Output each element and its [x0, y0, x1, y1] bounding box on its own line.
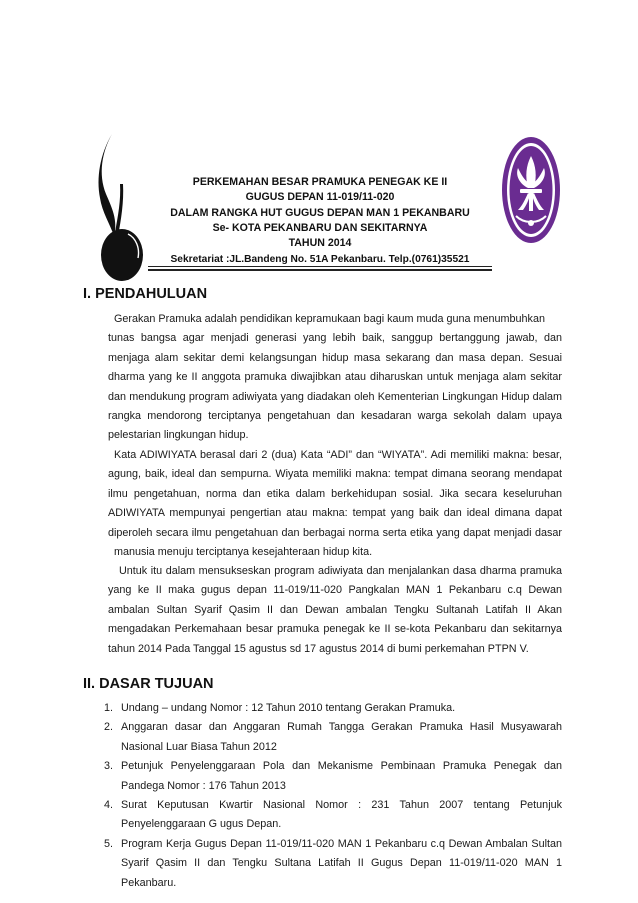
- text-line: dan mendukung program adiwiyata yang diadakan oleh Kementerian Lingkungan Hidup dalam: [108, 390, 562, 403]
- text-line: Untuk itu dalam mensukseskan program adiwiyata dan menjalankan dasa dharma pramuka: [119, 565, 562, 577]
- text-line: tunas bangsa agar menjadi generasi yang lebih baik, sanggup bertanggung jawab, dan: [108, 332, 562, 345]
- header-line: DALAM RANGKA HUT GUGUS DEPAN MAN 1 PEKANBARU: [170, 206, 470, 219]
- text-line: Syarif Qasim II dan Tengku Sultana Latifah II Gugus Depan 11-019/11-020 MAN 1: [121, 857, 562, 870]
- section-title-dasar-tujuan: II. DASAR TUJUAN: [83, 676, 214, 692]
- secretariat-address: Sekretariat :JL.Bandeng No. 51A Pekanbaru. Telp.(0761)35521: [170, 254, 470, 266]
- text-line: Petunjuk Penyelenggaraan Pola dan Mekanisme Pembinaan Pramuka Penegak dan: [121, 760, 562, 773]
- list-number: 3.: [104, 760, 114, 773]
- text-line: Nasional Luar Biasa Tahun 2012: [121, 740, 277, 753]
- paragraph-pendahuluan-2: [108, 446, 562, 562]
- world-scout-emblem-icon: [500, 134, 562, 246]
- text-line: yang ke II maka gugus depan 11-019/11-020 Pangkalan MAN 1 Pekanbaru c.q Dewan: [108, 584, 562, 597]
- header-line: PERKEMAHAN BESAR PRAMUKA PENEGAK KE II: [192, 176, 448, 188]
- text-line: ilmu pengetahuan, norma dan etika dalam berkehidupan sosial. Jika secara keseluruhan: [108, 487, 562, 500]
- list-number: 2.: [104, 721, 114, 734]
- letterhead: [148, 175, 492, 268]
- text-line: Program Kerja Gugus Depan 11-019/11-020 MAN 1 Pekanbaru c.q Dewan Ambalan Sultan: [121, 837, 562, 850]
- paragraph-pendahuluan-3: [108, 562, 562, 659]
- text-line: ADIWIYATA mempunyai pengertian atau makna: tempat yang baik dan ideal dimana dapat: [108, 507, 562, 520]
- text-line: diperoleh secara ilmu pengetahuan dan berbagai norma serta etika yang dapat menjadi dasar: [108, 526, 562, 539]
- text-line: Pekanbaru.: [121, 876, 177, 889]
- header-rule-thin: [148, 266, 492, 267]
- list-number: 5.: [104, 837, 114, 850]
- section-title-pendahuluan: I. PENDAHULUAN: [83, 286, 208, 302]
- list-item: [104, 835, 562, 893]
- dasar-tujuan-list: [104, 699, 562, 893]
- list-item: [104, 796, 562, 835]
- text-line: dharma yang ke II anggota pramuka diwajibkan atau diharuskan untuk menjaga alam sekitar: [108, 371, 562, 384]
- text-line: Penyelenggaraan G ugus Depan.: [121, 818, 282, 831]
- text-line: Surat Keputusan Kwartir Nasional Nomor : 231 Tahun 2007 tentang Petunjuk: [121, 798, 562, 811]
- text-line: ambalan Sultan Syarif Qasim II dan Dewan ambalan Tengku Sultanah Latifah II Akan: [108, 603, 562, 616]
- list-item: [104, 718, 562, 757]
- paragraph-pendahuluan-1: [108, 310, 562, 446]
- text-line: rangka mendorong terciptanya pengetahuan dan kesadaran warga sekolah dalam upaya: [108, 409, 562, 422]
- list-number: 4.: [104, 798, 114, 811]
- header-rule-thick: [148, 269, 492, 271]
- text-line: Gerakan Pramuka adalah pendidikan kepramukaan bagi kaum muda guna menumbuhkan: [114, 313, 545, 325]
- text-line: tahun 2014 Pada Tanggal 15 agustus sd 17 agustus 2014 di bumi perkemahan PTPN V.: [108, 642, 529, 655]
- text-line: agung, baik, ideal dan sempurna. Wiyata memiliki makna: tempat dimana seorang mendapat: [108, 468, 562, 481]
- list-item: [104, 699, 562, 718]
- list-number: 1.: [104, 702, 114, 714]
- header-line: GUGUS DEPAN 11-019/11-020: [245, 191, 395, 204]
- text-line: pelestarian lingkungan hidup.: [108, 429, 249, 442]
- tunas-kelapa-logo-icon: [88, 128, 148, 288]
- header-line: TAHUN 2014: [288, 237, 352, 250]
- text-line: mengadakan Perkemahaan besar pramuka penegak ke II se-kota Pekanbaru dan sekitarnya: [108, 623, 562, 636]
- header-line: Se- KOTA PEKANBARU DAN SEKITARNYA: [212, 221, 428, 234]
- list-item: [104, 757, 562, 796]
- text-line: menjaga alam sekitar demi kelangsungan hidup masa sekarang dan masa depan. Sesuai: [108, 351, 562, 364]
- text-line: Pandega Nomor : 176 Tahun 2013: [121, 779, 286, 792]
- text-line: Undang – undang Nomor : 12 Tahun 2010 tentang Gerakan Pramuka.: [121, 702, 456, 714]
- text-line: manusia menuju terciptanya kesejahteraan hidup kita.: [114, 545, 373, 558]
- text-line: Kata ADIWIYATA berasal dari 2 (dua) Kata “ADI” dan “WIYATA”. Adi memiliki makna: besar,: [114, 449, 562, 461]
- text-line: Anggaran dasar dan Anggaran Rumah Tangga Gerakan Pramuka Hasil Musyawarah: [121, 721, 562, 734]
